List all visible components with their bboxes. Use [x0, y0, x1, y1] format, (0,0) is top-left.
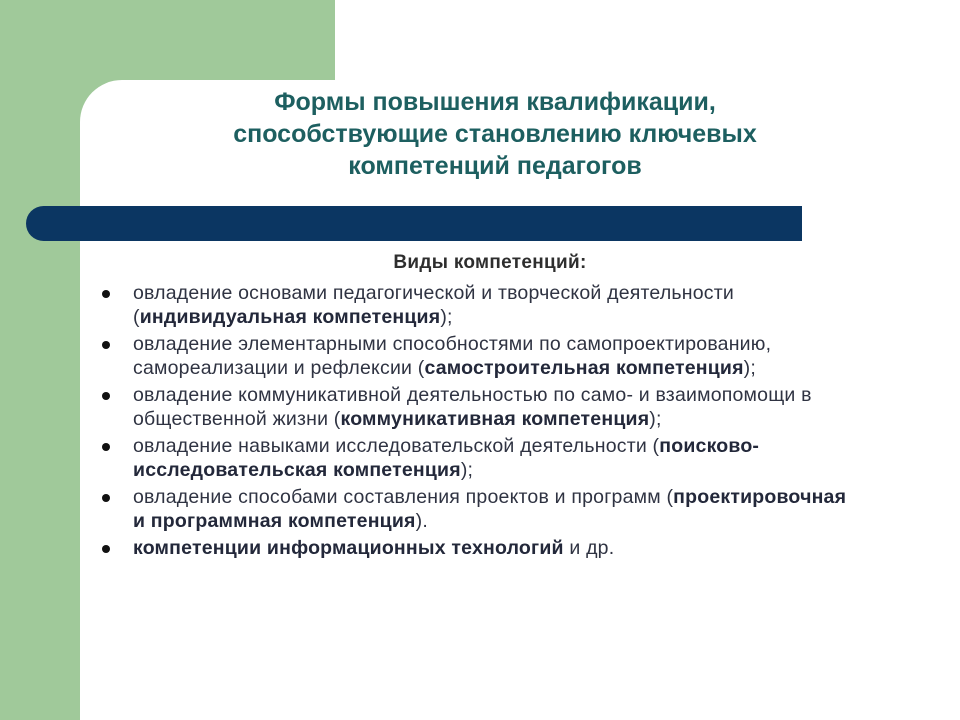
item-text-after: );	[649, 408, 662, 430]
list-item	[100, 485, 860, 533]
item-bold-term: индивидуальная компетенция	[139, 306, 441, 328]
item-bold-term: коммуникативная компетенция	[340, 408, 650, 430]
bullet-dot-icon	[102, 392, 110, 400]
item-bold-term: проектировочная и программная компетенция	[133, 486, 847, 532]
item-text-before: овладение навыками исследовательской деятельности (	[133, 435, 660, 457]
bullet-dot-icon	[102, 443, 110, 451]
item-bold-term: компетенции информационных технологий	[133, 537, 564, 559]
list-item	[100, 536, 860, 560]
competency-types-heading: Виды компетенций:	[393, 252, 587, 273]
item-text-before: овладение коммуникативной деятельностью по само- и взаимопомощи в общественной жизни (	[133, 384, 812, 430]
item-text-before: овладение элементарными способностями по самопроектированию, самореализации и рефлексии (	[133, 333, 772, 379]
green-left-strip	[0, 0, 80, 720]
item-text-before: овладение способами составления проектов и программ (	[133, 486, 674, 508]
item-text-after: );	[743, 357, 756, 379]
slide-title	[130, 86, 860, 182]
list-item	[100, 332, 860, 380]
item-text-before: овладение основами педагогической и творческой деятельности (	[133, 282, 734, 328]
list-item	[100, 281, 860, 329]
bullet-dot-icon	[102, 290, 110, 298]
item-text-after: );	[440, 306, 453, 328]
list-item	[100, 383, 860, 431]
bullet-dot-icon	[102, 494, 110, 502]
item-bold-term: поисково-исследовательская компетенция	[133, 435, 760, 481]
bullet-dot-icon	[102, 545, 110, 553]
competency-list	[100, 281, 860, 563]
title-line-2: способствующие становлению ключевых	[233, 120, 757, 148]
list-item	[100, 434, 860, 482]
item-text-after: );	[460, 459, 474, 481]
navy-divider-bar	[26, 206, 802, 241]
bullet-dot-icon	[102, 341, 110, 349]
item-text-after: ).	[415, 510, 428, 532]
title-line-3: компетенций педагогов	[348, 152, 642, 180]
item-bold-term: самостроительная компетенция	[424, 357, 744, 379]
title-line-1: Формы повышения квалификации,	[274, 88, 716, 116]
item-text-after: и др.	[563, 537, 615, 559]
